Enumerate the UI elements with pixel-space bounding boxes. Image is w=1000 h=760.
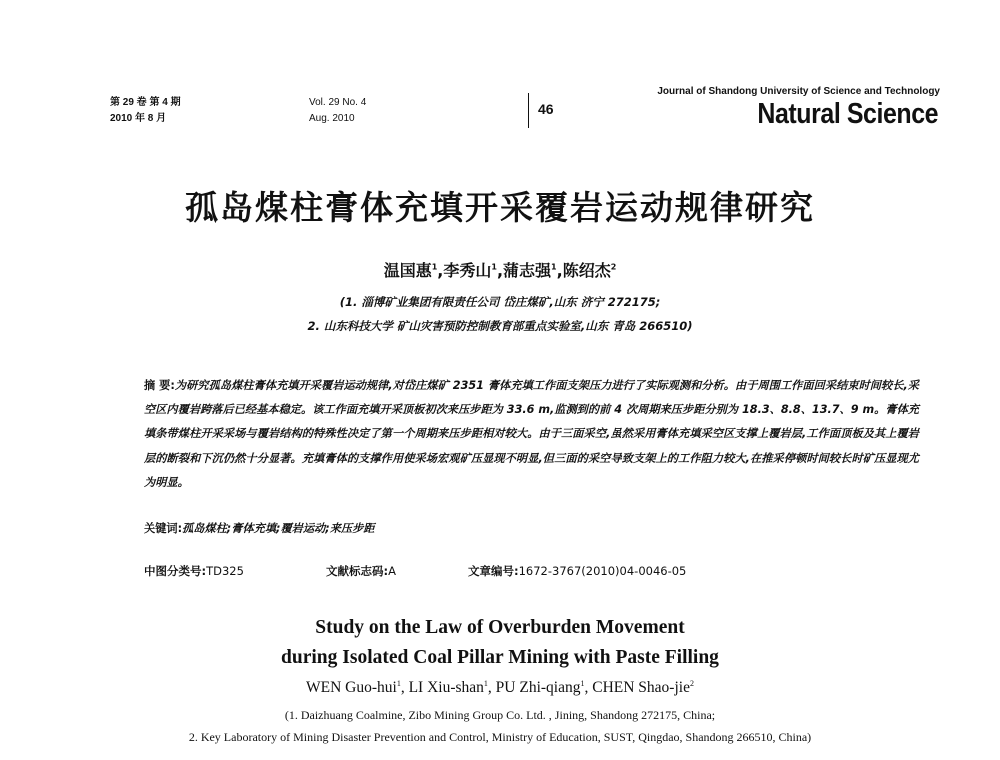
keywords-text: 孤岛煤柱;膏体充填;覆岩运动;来压步距 — [182, 522, 375, 535]
authors-cn: 温国惠$^1$,李秀山$^1$,蒲志强$^1$,陈绍杰$^2$ — [383, 261, 617, 280]
author-en: CHEN Shao-jie — [592, 679, 690, 697]
header-divider — [528, 93, 529, 128]
author-sup: 1 — [580, 679, 585, 688]
article-value: 1672-3767(2010)04-0046-05 — [518, 564, 687, 578]
affiliation-en-1: (1. Daizhuang Coalmine, Zibo Mining Group Co. Ltd. , Jining, Shandong 272175, China; — [284, 708, 716, 722]
series-title: Natural Science — [757, 98, 938, 130]
page-number: 46 — [538, 101, 554, 117]
keywords-label: 关键词: — [144, 522, 183, 535]
clc-number — [144, 563, 244, 579]
author-sup: 2 — [689, 679, 694, 688]
authors-en: WEN Guo-hui$^1$, LI Xiu-shan$^1$, PU Zhi-qiang$^1$, CHEN Shao-jie$^2$ — [306, 679, 694, 697]
doc-value: A — [388, 564, 396, 578]
document-code — [326, 563, 396, 579]
affiliation-cn-2: 2. 山东科技大学 矿山灾害预防控制教育部重点实验室,山东 青岛 266510) — [307, 319, 693, 333]
affiliation-en-2: 2. Key Laboratory of Mining Disaster Prevention and Control, Ministry of Education, SUST, Qingdao, Shandong 266510, China) — [188, 730, 812, 744]
author-sup: 1 — [483, 679, 488, 688]
author-en: LI Xiu-shan — [408, 679, 484, 697]
volume-en: Vol. 29 No. 4 — [309, 97, 367, 108]
author-sup: 1 — [396, 679, 401, 688]
clc-label: 中图分类号: — [144, 564, 207, 578]
clc-value: TD325 — [206, 564, 244, 578]
author-sup: 2 — [610, 262, 617, 272]
date-cn: 2010 年 8 月 — [110, 113, 167, 124]
date-en: Aug. 2010 — [309, 113, 355, 124]
article-label: 文章编号: — [468, 564, 519, 578]
author-cn: 蒲志强 — [503, 261, 552, 280]
author-cn: 李秀山 — [443, 261, 492, 280]
paper-title-en-line-1: Study on the Law of Overburden Movement — [315, 617, 685, 638]
author-cn: 陈绍杰 — [562, 261, 611, 280]
author-en: WEN Guo-hui — [306, 679, 397, 697]
author-en: PU Zhi-qiang — [495, 679, 581, 697]
journal-name-en: Journal of Shandong University of Science and Technology — [657, 86, 940, 97]
abstract — [144, 374, 919, 495]
paper-title-cn: 孤岛煤柱膏体充填开采覆岩运动规律研究 — [185, 188, 815, 227]
author-sup: 1 — [431, 262, 438, 272]
author-sup: 1 — [491, 262, 497, 272]
article-number — [468, 563, 686, 579]
doc-label: 文献标志码: — [326, 564, 389, 578]
abstract-label: 摘 要: — [144, 379, 175, 392]
author-sup: 1 — [551, 262, 557, 272]
keywords — [144, 520, 374, 536]
abstract-text: 为研究孤岛煤柱膏体充填开采覆岩运动规律,对岱庄煤矿 2351 膏体充填工作面支架压力进行了实际观测和分析。由于周围工作面回采结束时间较长,采空区内覆岩跨落后已经基本稳定。该工作面充填开采顶板初次来压步距为 33.6 m,监测到的前 4 次周期来压步距分别为 18.3、8.8、13.7、9 m。膏体充填条带煤柱开采采场与覆岩结构的特殊性决定了第一个周期来压步距相对较大。由于三面采空,虽然采用膏体充填采空区支撑上覆岩层,工作面顶板及其上覆岩层的断裂和下沉仍然十分显著。充填膏体的支撑作用使采场宏观矿压显现不明显,但三面的采空导致支架上的工作阻力较大,在推采停顿时间较长时矿压显现尤为明显。 — [144, 379, 919, 489]
affiliation-cn-1: (1. 淄博矿业集团有限责任公司 岱庄煤矿,山东 济宁 272175; — [339, 295, 661, 309]
paper-title-en-line-2: during Isolated Coal Pillar Mining with Paste Filling — [281, 647, 719, 668]
author-cn: 温国惠 — [383, 261, 432, 280]
issue-cn: 第 29 卷 第 4 期 — [110, 97, 181, 108]
